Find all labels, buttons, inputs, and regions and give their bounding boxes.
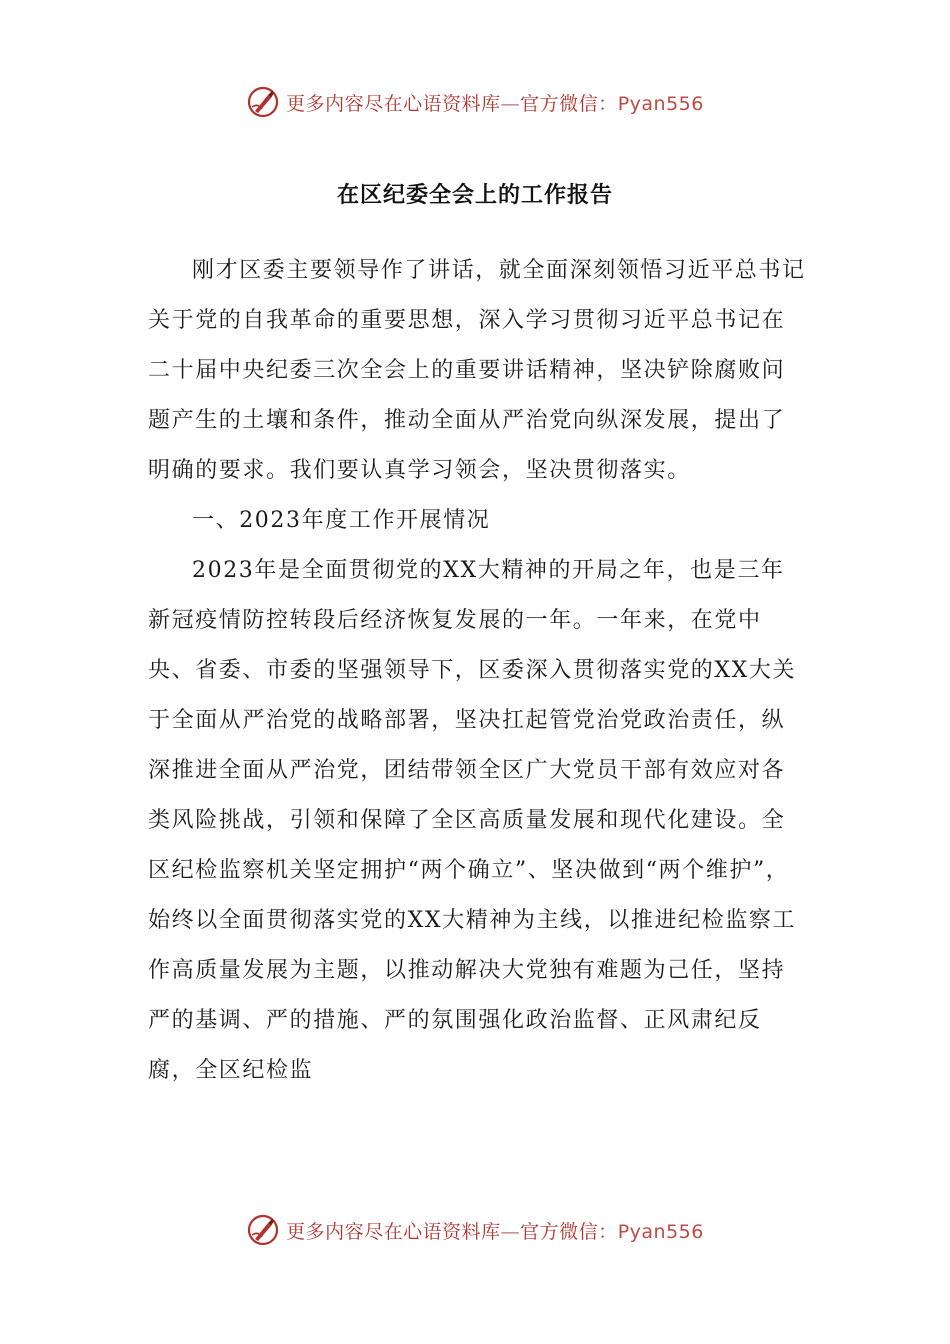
pen-nib-logo-icon xyxy=(246,1213,280,1247)
watermark-wechat-id: Pyan556 xyxy=(617,1220,704,1243)
paragraph-intro: 刚才区委主要领导作了讲话，就全面深刻领悟习近平总书记关于党的自我革命的重要思想，深入学习贯彻习近平总书记在二十届中央纪委三次全会上的重要讲话精神，坚决铲除腐败问题产生的土壤和条件，推动全面从严治党向纵深发展，提出了明确的要求。我们要认真学习领会，坚决贯彻落实。 xyxy=(148,258,806,483)
watermark-dash: — xyxy=(500,1220,521,1243)
watermark-prefix: 更多内容尽在心语资料库 xyxy=(286,1220,501,1243)
watermark-wechat-label: 官方微信： xyxy=(520,1220,618,1243)
watermark-text xyxy=(286,1217,704,1244)
paragraph-2023-overview: 2023年是全面贯彻党的XX大精神的开局之年，也是三年新冠疫情防控转段后经济恢复发展的一年。一年来，在党中央、省委、市委的坚强领导下，区委深入贯彻落实党的XX大关于全面从严治党的战略部署，坚决扛起管党治党政治责任，纵深推进全面从严治党，团结带领全区广大党员干部有效应对各类风险挑战，引领和保障了全区高质量发展和现代化建设。全区纪检监察机关坚定拥护“两个确立”、坚决做到“两个维护”，始终以全面贯彻落实党的XX大精神为主线，以推进纪检监察工作高质量发展为主题，以推动解决大党独有难题为己任，坚持严的基调、严的措施、严的氛围强化政治监督、正风肃纪反腐，全区纪检监 xyxy=(148,558,797,1083)
watermark-dash: — xyxy=(500,92,521,115)
watermark-wechat-label: 官方微信： xyxy=(520,92,618,115)
watermark-prefix: 更多内容尽在心语资料库 xyxy=(286,92,501,115)
section-heading: 一、2023年度工作开展情况 xyxy=(192,508,491,533)
document-title: 在区纪委全会上的工作报告 xyxy=(336,183,613,208)
watermark-text xyxy=(286,89,704,116)
watermark-wechat-id: Pyan556 xyxy=(617,92,704,115)
document-body xyxy=(148,246,808,1096)
pen-nib-logo-icon xyxy=(246,85,280,119)
watermark-footer xyxy=(0,1210,950,1250)
watermark-header xyxy=(0,82,950,122)
